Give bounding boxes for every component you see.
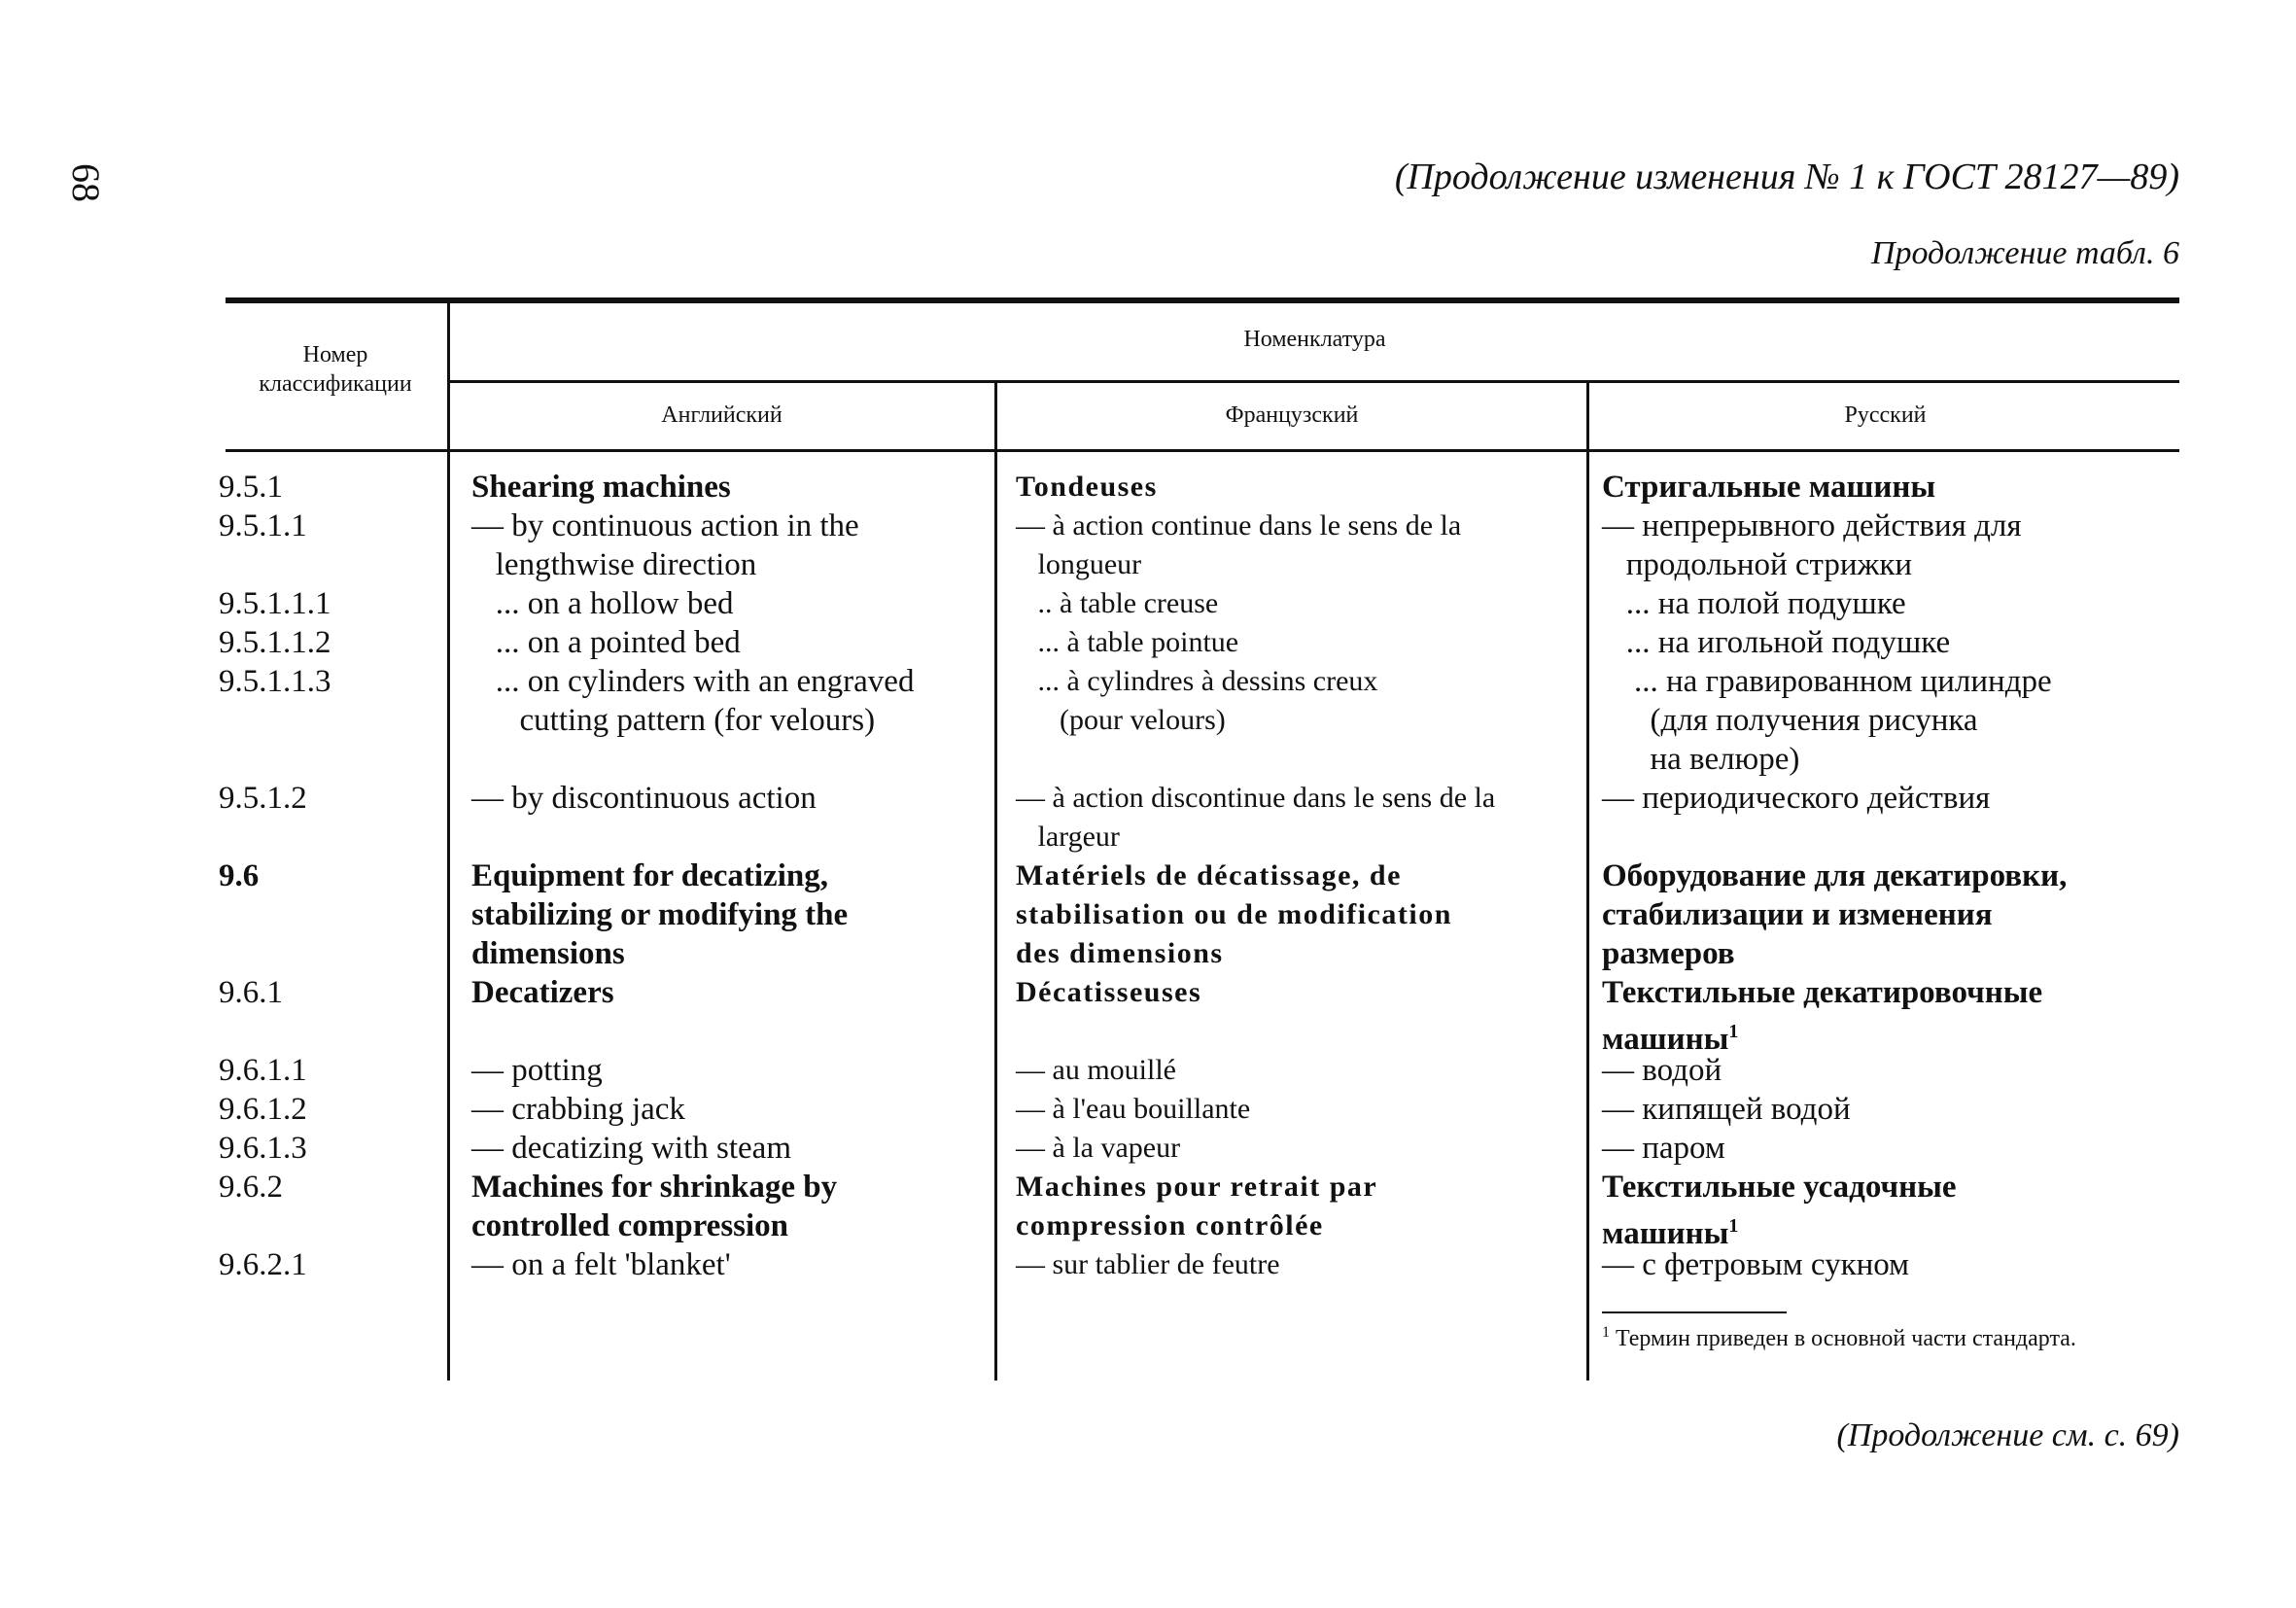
row-number: 9.5.1 [219,470,283,505]
row-french: — à l'eau bouillante [1016,1093,1251,1125]
row-russian: Стригальные машины [1602,470,1936,505]
row-french: ... à table pointue [1016,626,1239,658]
row-number: 9.5.1.2 [219,781,307,816]
page-number: 68 [64,163,108,202]
row-french: Décatisseuses [1016,976,1202,1008]
footnote-reference: 1 [1728,1215,1739,1237]
column-header-english: Английский [661,402,783,428]
row-english: — by continuous action in the lengthwise direction [471,508,859,582]
row-english: Shearing machines [471,470,731,505]
row-russian: ... на полой подушке [1602,586,1906,621]
row-english: — crabbing jack [471,1092,685,1127]
row-number: 9.6.2.1 [219,1247,307,1282]
row-russian: ... на гравированном цилиндре (для получения рисунка на велюре) [1634,664,2052,777]
row-number: 9.6.1.2 [219,1092,307,1127]
row-russian: — непрерывного действия для продольной стрижки [1602,508,2022,582]
column-header-number: Номер классификации [259,342,412,397]
row-english: Decatizers [471,975,614,1010]
row-english: ... on cylinders with an engraved cutting pattern (for velours) [495,664,915,738]
nomenclature-rule [447,380,2179,383]
row-english: ... on a pointed bed [471,625,741,660]
table-top-rule [226,297,2179,303]
footnote [1602,1324,2076,1352]
row-russian: — паром [1602,1131,1725,1166]
row-french: — à action continue dans le sens de la longueur [1016,509,1462,580]
row-russian: — кипящей водой [1602,1092,1851,1127]
row-french: — sur tablier de feutre [1016,1248,1280,1280]
row-french: — à la vapeur [1016,1132,1181,1164]
row-russian: — с фетровым сукном [1602,1247,1910,1282]
row-english: — potting [471,1053,603,1088]
row-french: — à action discontinue dans le sens de la largeur [1016,782,1496,853]
row-russian-text: Текстильные декатировочные машины [1602,975,2043,1057]
row-number: 9.6.2 [219,1170,283,1205]
footnote-reference: 1 [1728,1021,1739,1042]
row-english: — decatizing with steam [471,1131,791,1166]
header-bottom-rule [226,449,2179,452]
row-number: 9.5.1.1.2 [219,625,331,660]
row-russian: — периодического действия [1602,781,1991,816]
row-russian [1602,1168,1957,1253]
column-header-nomenclature: Номенклатура [1243,327,1386,352]
row-number: 9.6.1.1 [219,1053,307,1088]
row-number: 9.6.1 [219,975,283,1010]
footnote-rule [1602,1311,1787,1313]
row-french: Matériels de décatissage, de stabilisation ou de modification des dimensions [1016,859,1452,969]
footnote-text: Термин приведен в основной части стандарта. [1616,1326,2076,1351]
row-french: Tondeuses [1016,471,1158,503]
row-english: Equipment for decatizing, stabilizing or modifying the dimensions [471,858,849,971]
row-english: — on a felt 'blanket' [471,1247,731,1282]
row-number: 9.6.1.3 [219,1131,307,1166]
row-russian: ... на игольной подушке [1602,625,1951,660]
row-english: Machines for shrinkage by controlled compression [471,1170,838,1243]
row-french: .. à table creuse [1016,587,1219,619]
document-header: (Продолжение изменения № 1 к ГОСТ 28127—89) [1394,157,2179,197]
column-header-french: Французский [1225,402,1359,428]
row-russian-text: Текстильные усадочные машины [1602,1170,1957,1251]
continuation-note: (Продолжение см. с. 69) [1836,1417,2179,1453]
row-russian: — водой [1602,1053,1722,1088]
row-french: — au mouillé [1016,1054,1176,1086]
column-header-russian: Русский [1844,402,1927,428]
column-divider-3 [1586,382,1589,1381]
row-english: — by discontinuous action [471,781,817,816]
column-divider-2 [994,382,997,1381]
column-divider-1 [447,303,450,1381]
table-caption: Продолжение табл. 6 [1870,235,2179,271]
row-french: Machines pour retrait par compression contrôlée [1016,1171,1378,1241]
footnote-mark: 1 [1602,1324,1610,1341]
row-russian [1602,973,2042,1059]
row-number: 9.5.1.1.1 [219,586,331,621]
row-number: 9.5.1.1 [219,508,307,543]
row-number: 9.6 [219,858,260,893]
row-russian: Оборудование для декатировки, стабилизации и изменения размеров [1602,858,2068,971]
row-english: ... on a hollow bed [471,586,734,621]
row-french: ... à cylindres à dessins creux (pour velours) [1037,665,1378,736]
row-number: 9.5.1.1.3 [219,664,331,699]
